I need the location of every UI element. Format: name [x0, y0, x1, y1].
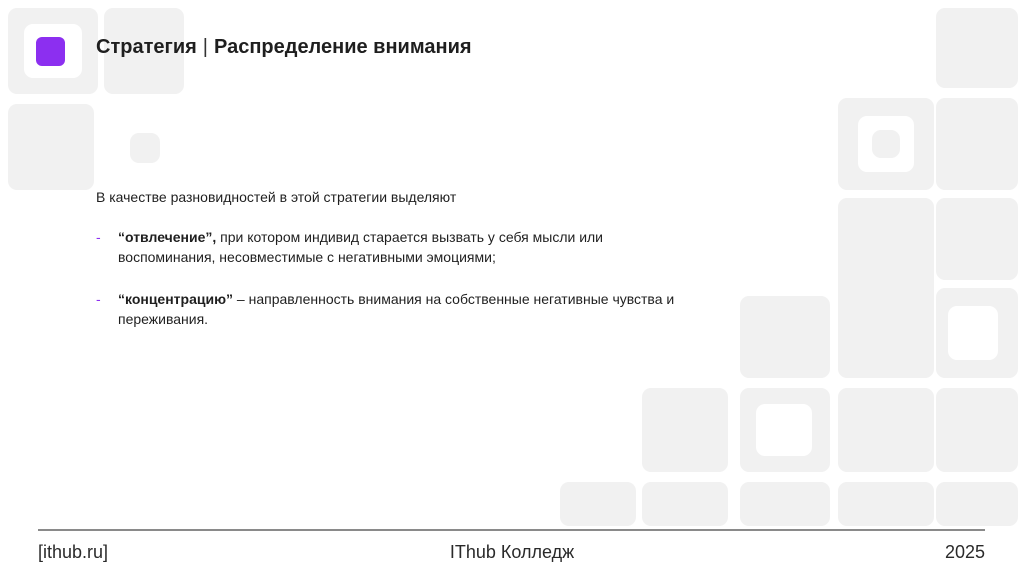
deco-tile — [838, 482, 934, 526]
list-item — [96, 227, 696, 267]
deco-tile-inner — [756, 404, 812, 456]
deco-tile — [560, 482, 636, 526]
page-title — [96, 36, 472, 59]
bullet-term: “концентрацию” — [118, 291, 234, 307]
title-main: Распределение внимания — [214, 36, 472, 58]
slide-content — [96, 187, 696, 351]
deco-tile — [130, 133, 160, 163]
bullet-dash: - — [96, 291, 101, 307]
bullet-text: – направленность внимания на собственные негативные чувства и переживания. — [118, 291, 675, 327]
deco-tile — [936, 98, 1018, 190]
deco-tile — [936, 388, 1018, 472]
list-item — [96, 289, 696, 329]
deco-tile — [838, 198, 934, 378]
deco-tile — [642, 482, 728, 526]
bullet-dash: - — [96, 229, 101, 245]
deco-tile — [872, 130, 900, 158]
deco-tile — [642, 388, 728, 472]
footer-divider — [38, 529, 985, 531]
deco-tile — [740, 296, 830, 378]
intro-text: В качестве разновидностей в этой стратегии выделяют — [96, 189, 457, 205]
deco-tile — [936, 8, 1018, 88]
bullet-term: “отвлечение”, — [118, 229, 217, 245]
deco-tile — [936, 198, 1018, 280]
bullet-list — [96, 227, 696, 329]
bullet-text: при котором индивид старается вызвать у себя мысли или воспоминания, несовместимые с негативными эмоциями; — [118, 229, 604, 265]
footer-year: 2025 — [944, 542, 985, 562]
deco-tile — [936, 482, 1018, 526]
title-separator: | — [202, 36, 208, 58]
deco-tile — [838, 388, 934, 472]
brand-square-icon — [36, 37, 65, 66]
deco-tile-inner — [948, 306, 998, 360]
deco-tile — [740, 482, 830, 526]
deco-tile — [8, 104, 94, 190]
footer-site: [ithub.ru] — [38, 542, 109, 562]
footer-college: IThub Колледж — [449, 542, 575, 562]
title-section: Стратегия — [96, 36, 197, 58]
